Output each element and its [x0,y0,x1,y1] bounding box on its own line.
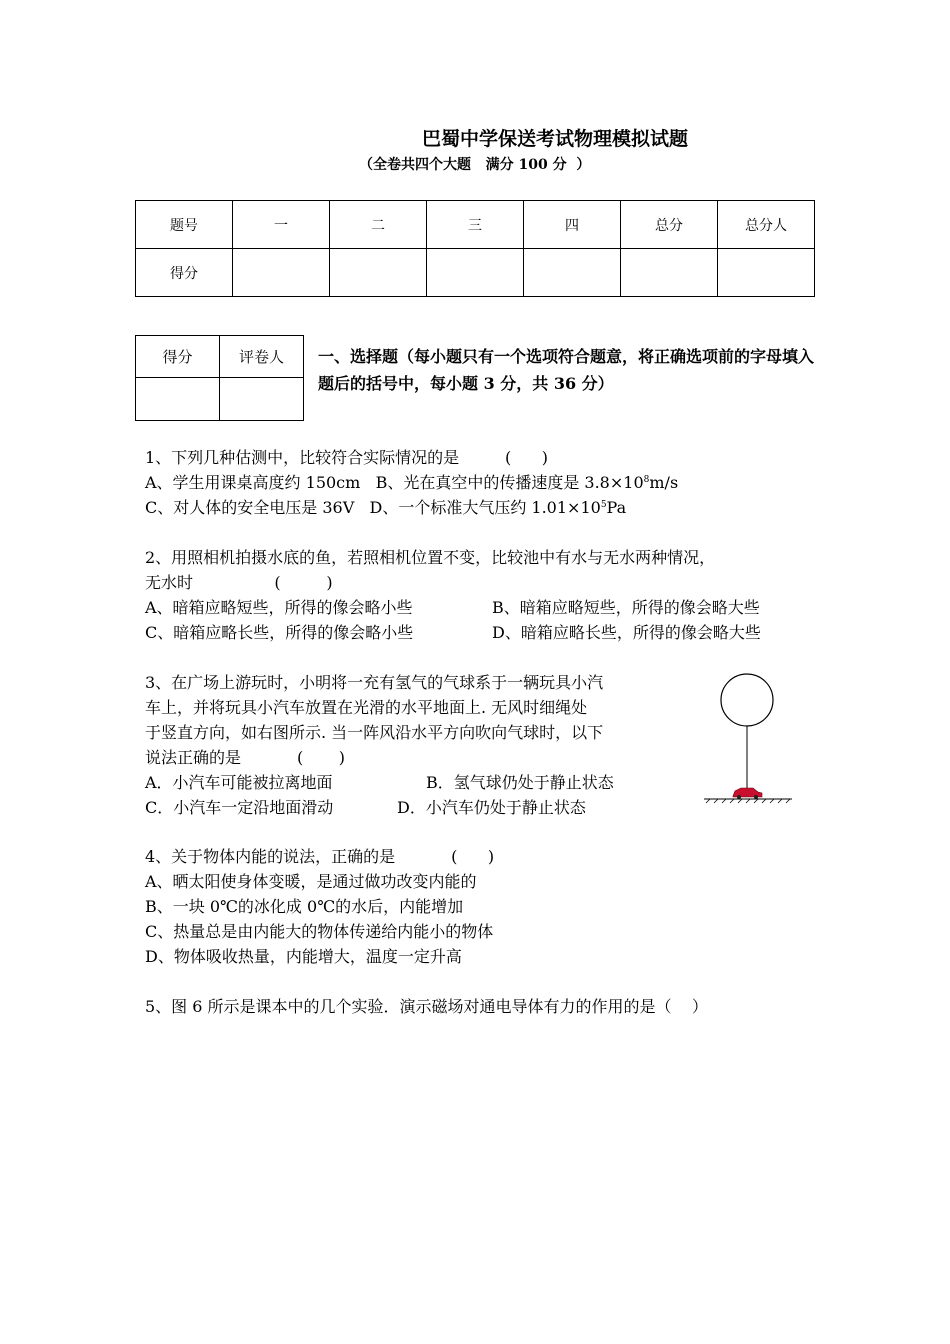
exam-subtitle: （全卷共四个大题 满分 100 分 ） [359,157,591,173]
balloon [721,674,773,726]
q1-options-cd-text: C、对人体的安全电压是 36V D、一个标准大气压约 1.01×10 [145,498,601,517]
ground-hatch [706,799,790,803]
score-table-header: 四 [524,201,621,249]
grader-body-row [136,378,304,421]
score-table-header-row [136,201,815,249]
score-row-label: 得分 [136,249,233,297]
q3-stem-line3: 于竖直方向，如右图所示. 当一阵风沿水平方向吹向气球时，以下 [145,723,604,742]
q3-stem-line4: 说法正确的是 ( ) [145,748,346,767]
q3-option-c: C．小汽车一定沿地面滑动 [145,798,334,817]
grader-score-cell[interactable] [136,378,220,421]
section-one-title: 一、选择题（每小题只有一个选项符合题意，将正确选项前的字母填入题后的括号中，每小题 3 分，共 36 分） [318,347,815,393]
q4-option-d: D、物体吸收热量，内能增大，温度一定升高 [145,947,462,966]
q1-options-cd [145,498,626,518]
q2-stem-line1: 2、用照相机拍摄水底的鱼，若照相机位置不变，比较池中有水与无水两种情况， [145,548,716,567]
grader-header-row [136,336,304,378]
q1-exponent: 8 [643,475,650,485]
q4-stem: 4、关于物体内能的说法，正确的是 ( ) [145,847,495,866]
q2-option-b: B、暗箱应略短些，所得的像会略大些 [492,598,760,617]
q1-unit: Pa [606,498,627,517]
q1-options-ab-text: A、学生用课桌高度约 150cm B、光在真空中的传播速度是 3.8×10 [145,473,644,492]
q1-exponent: 5 [600,500,607,510]
q2-option-d: D、暗箱应略长些，所得的像会略大些 [492,623,761,642]
q5-stem: 5、图 6 所示是课本中的几个实验．演示磁场对通电导体有力的作用的是（ ） [145,997,708,1016]
toy-car [733,788,762,799]
score-cell[interactable] [330,249,427,297]
score-table-header: 总分人 [718,201,815,249]
score-table-header: 一 [233,201,330,249]
score-table-header: 二 [330,201,427,249]
q3-stem-line2: 车上，并将玩具小汽车放置在光滑的水平地面上. 无风时细绳处 [145,698,588,717]
q4-option-a: A、晒太阳使身体变暖，是通过做功改变内能的 [145,872,477,891]
score-cell[interactable] [718,249,815,297]
score-cell[interactable] [524,249,621,297]
q2-option-a: A、暗箱应略短些，所得的像会略小些 [145,598,413,617]
q3-option-d: D．小汽车仍处于静止状态 [397,798,586,817]
q1-stem: 1、下列几种估测中，比较符合实际情况的是 ( ) [145,448,548,467]
score-table-score-row [136,249,815,297]
q3-option-a: A．小汽车可能被拉离地面 [145,773,333,792]
score-table-header: 题号 [136,201,233,249]
q3-stem-line1: 3、在广场上游玩时，小明将一充有氢气的气球系于一辆玩具小汽 [145,673,604,692]
exam-title: 巴蜀中学保送考试物理模拟试题 [421,128,688,150]
q1-unit: m/s [649,473,679,492]
score-table-header: 总分 [621,201,718,249]
grader-reviewer-cell[interactable] [220,378,304,421]
q1-options-ab [145,473,678,493]
q3-option-b: B．氢气球仍处于静止状态 [426,773,614,792]
score-table-header: 三 [427,201,524,249]
balloon-car-figure [700,668,796,808]
grader-table [135,335,304,421]
grader-header-reviewer: 评卷人 [220,336,304,378]
score-cell[interactable] [233,249,330,297]
score-table [135,200,815,297]
grader-header-score: 得分 [136,336,220,378]
q4-option-b: B、一块 0℃的冰化成 0℃的水后，内能增加 [145,897,464,916]
q2-stem-line2: 无水时 ( ) [145,573,333,592]
q2-option-c: C、暗箱应略长些，所得的像会略小些 [145,623,414,642]
score-cell[interactable] [621,249,718,297]
score-cell[interactable] [427,249,524,297]
q4-option-c: C、热量总是由内能大的物体传递给内能小的物体 [145,922,494,941]
